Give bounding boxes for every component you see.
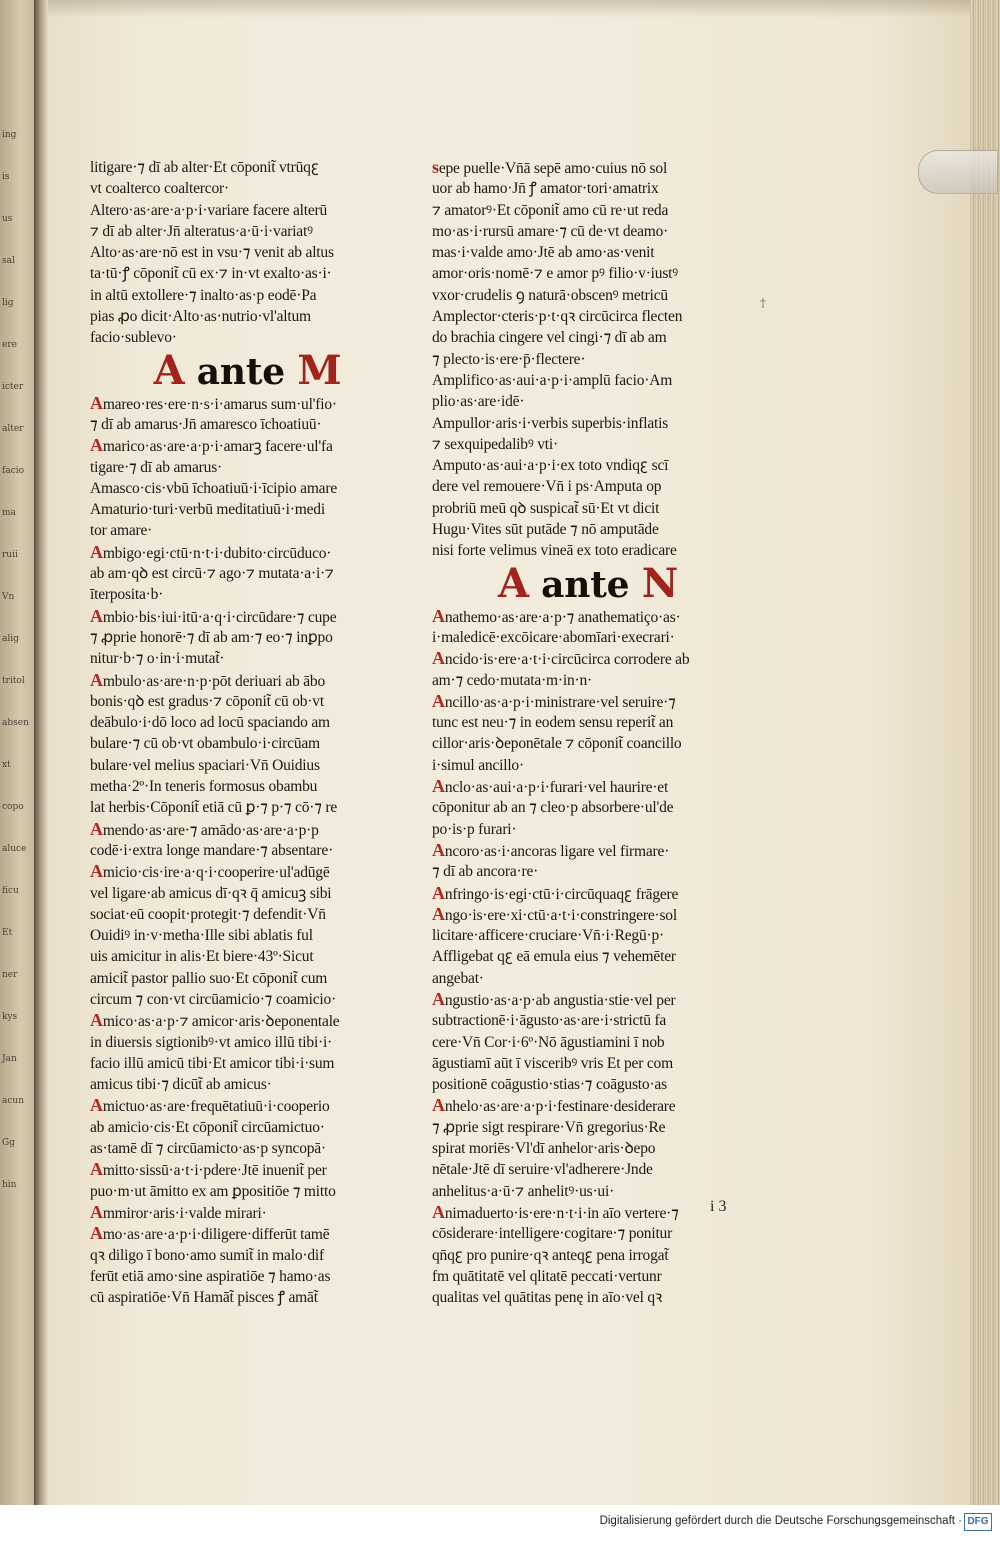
text-line: pias ꝓo dicit·Alto·as·nutrio·vl'altum bbox=[90, 308, 311, 326]
text-line bbox=[432, 157, 744, 178]
left-page-fragment: alter bbox=[2, 424, 24, 434]
text-line bbox=[90, 435, 405, 456]
text-line bbox=[432, 840, 744, 861]
text-line bbox=[90, 1202, 405, 1223]
text-line bbox=[90, 1095, 405, 1116]
line-text: epe puelle·Vn̄ā sepē amo·cuius nō sol bbox=[438, 160, 668, 177]
text-line bbox=[432, 606, 744, 627]
text-line: nitur·b·⁊ o·in·i·mutat̃· bbox=[90, 650, 225, 668]
text-line: sociat·eū coopit·protegit·⁊ defendit·Vn̄ bbox=[90, 905, 326, 923]
text-line: in altū extollere·⁊ inalto·as·p eodē·Pa bbox=[90, 286, 317, 304]
rubricated-initial: A bbox=[90, 1010, 103, 1031]
text-line: Amplector·cteris·p·t·qꝛ circūcirca flecten bbox=[432, 308, 683, 326]
section-heading bbox=[90, 346, 405, 394]
section-heading bbox=[432, 559, 744, 607]
text-line: amicus tibi·⁊ dicūt̃ ab amicus· bbox=[90, 1076, 272, 1094]
text-line bbox=[432, 883, 744, 904]
left-page-fragment: Et bbox=[2, 928, 13, 938]
rubricated-initial: A bbox=[432, 882, 445, 903]
left-page-fragment: xt bbox=[2, 760, 11, 770]
heading-big-letter: N bbox=[641, 559, 679, 607]
text-line: tigare·⁊ dī ab amarus· bbox=[90, 458, 222, 476]
text-line: ab amicio·cis·Et cōponit̃ circūamictuo· bbox=[90, 1118, 325, 1136]
text-line: ta·tū·ꝭ cōponit̃ cū ex·⁊ in·vt exalto·as·i· bbox=[90, 265, 332, 283]
text-line: vt coalterco coaltercor· bbox=[90, 180, 229, 198]
text-line: ⁊ amatorꝰ·Et cōponit̃ amo cū re·ut reda bbox=[432, 201, 669, 219]
text-line: dere vel remouere·Vn̄ i ps·Amputa op bbox=[432, 478, 662, 496]
text-line: Affligebat qꜫ eā emula eius ⁊ vehemēter bbox=[432, 948, 676, 966]
right-text-column bbox=[432, 157, 744, 1308]
rubricated-initial: A bbox=[90, 435, 103, 456]
rubricated-initial: A bbox=[90, 1159, 103, 1180]
text-line: Alto·as·are·nō est in vsu·⁊ venit ab altus bbox=[90, 244, 334, 262]
rubricated-initial: A bbox=[90, 669, 103, 690]
text-line bbox=[90, 542, 405, 563]
rubricated-initial: A bbox=[90, 1201, 103, 1222]
rubricated-initial: A bbox=[90, 1095, 103, 1116]
text-line: bulare·vel melius spaciari·Vn̄ Ouidius bbox=[90, 756, 320, 774]
text-line: fm quātitatē vel qlitatē peccati·vertunr bbox=[432, 1267, 662, 1285]
left-page-fragment: sal bbox=[2, 256, 15, 266]
text-line: ⁊ dī ab alter·Jn̄ alteratus·a·ū·i·variatꝰ bbox=[90, 222, 313, 240]
rubricated-initial: A bbox=[432, 839, 445, 860]
text-line bbox=[432, 1095, 744, 1116]
left-page-fragment: ner bbox=[2, 970, 18, 980]
line-text: mbulo·as·are·n·p·pōt deriuari ab ābo bbox=[102, 672, 326, 690]
rubricated-initial: A bbox=[432, 1095, 445, 1116]
heading-word: ante bbox=[184, 350, 298, 393]
text-line: īterposita·b· bbox=[90, 586, 164, 604]
text-line: litigare·⁊ dī ab alter·Et cōponit̃ vtrūqꜫ bbox=[90, 159, 319, 176]
text-line: puo·m·ut āmitto ex am ꝑpositiōe ⁊ mitto bbox=[90, 1182, 336, 1200]
left-page-fragment: alig bbox=[2, 634, 19, 644]
text-line: nisi forte velimus vineā ex toto eradicare bbox=[432, 542, 677, 560]
rubricated-initial: A bbox=[90, 1223, 103, 1244]
text-line: angebat· bbox=[432, 969, 484, 987]
text-line bbox=[432, 1202, 744, 1223]
text-line: ⁊ dī ab ancora·re· bbox=[432, 863, 539, 881]
line-text: mendo·as·are·⁊ amādo·as·are·a·p·p bbox=[102, 821, 319, 839]
text-line: probriū meū qꝺ suspicat̃ sū·Et vt dicit bbox=[432, 499, 660, 517]
text-line: mo·as·i·rursū amare·⁊ cū de·vt deamo· bbox=[432, 222, 669, 240]
text-line: i·simul ancillo· bbox=[432, 756, 524, 774]
text-line: nētale·Jtē dī seruire·vl'adherere·Jnde bbox=[432, 1161, 653, 1179]
page-number: i 3 bbox=[710, 1198, 727, 1215]
text-line: subtractionē·i·āgusto·as·are·i·strictū fa bbox=[432, 1012, 667, 1030]
text-line: mas·i·valde amo·Jtē ab amo·as·venit bbox=[432, 244, 655, 262]
rubricated-initial: A bbox=[90, 392, 103, 413]
line-text: nhelo·as·are·a·p·i·festinare·desiderare bbox=[444, 1098, 676, 1116]
line-text: ncillo·as·a·p·i·ministrare·vel seruire·⁊ bbox=[444, 693, 676, 711]
rubricated-initial: A bbox=[90, 861, 103, 882]
text-line: deābulo·i·dō loco ad locū spaciando am bbox=[90, 714, 330, 732]
text-line: spirat moriēs·Vl'dī anhelor·aris·ꝺepo bbox=[432, 1140, 656, 1158]
rubricated-initial: s bbox=[432, 157, 439, 177]
left-page-fragment: absen bbox=[2, 718, 29, 728]
text-line: āgustiamī aūt ī visceribꝰ vris Et per com bbox=[432, 1054, 673, 1072]
left-page-fragment: ficu bbox=[2, 886, 19, 896]
text-line: qꝛ diligo ī bono·amo sumit̃ in malo·dif bbox=[90, 1246, 324, 1264]
line-text: mbigo·egi·ctū·n·t·i·dubito·circūduco· bbox=[102, 544, 332, 562]
rubricated-initial: A bbox=[432, 1201, 445, 1222]
line-text: mictuo·as·are·frequētatiuū·i·cooperio bbox=[102, 1098, 330, 1116]
left-page-fragment: tritol bbox=[2, 676, 25, 686]
left-page-fragment: Jan bbox=[2, 1054, 17, 1064]
heading-word: ante bbox=[528, 563, 642, 606]
text-line: cōponitur ab an ⁊ cleo·p absorbere·ul'de bbox=[432, 799, 674, 817]
left-page-text-fragments bbox=[0, 0, 34, 1505]
line-text: mico·as·a·p·⁊ amicor·aris·ꝺeponentale bbox=[102, 1013, 340, 1031]
text-line bbox=[90, 1010, 405, 1031]
rubricated-initial: A bbox=[90, 818, 103, 839]
text-line: cere·Vn̄ Cor·i·6º·Nō āgustiamini ī nob bbox=[432, 1033, 665, 1051]
text-line: cōsiderare·intelligere·cogitare·⁊ ponitur bbox=[432, 1225, 673, 1243]
text-line: Ampullor·aris·i·verbis superbis·inflatis bbox=[432, 414, 669, 432]
text-line: Altero·as·are·a·p·i·variare facere alterū bbox=[90, 201, 328, 219]
rubricated-initial: A bbox=[432, 903, 445, 924]
left-text-column bbox=[90, 157, 405, 1308]
text-line: Amputo·as·aui·a·p·i·ex toto vndiqꜫ scī bbox=[432, 457, 669, 475]
heading-letter: A bbox=[497, 559, 529, 607]
text-line: facio·sublevo· bbox=[90, 329, 177, 347]
text-line: qn̄qꜫ pro punire·qꝛ anteqꜫ pena irrogat̃ bbox=[432, 1246, 669, 1264]
text-line: uor ab hamo·Jn̄ ꝭ amator·tori·amatrix bbox=[432, 180, 659, 198]
text-line: bulare·⁊ cū ob·vt obambulo·i·circūam bbox=[90, 735, 320, 753]
left-page-fragment: is bbox=[2, 172, 10, 182]
text-line: ⁊ ꝓprie honorē·⁊ dī ab am·⁊ eo·⁊ inꝑpo bbox=[90, 628, 333, 646]
text-line: vxor·crudelis ꝯ naturā·obscenꝰ metricū bbox=[432, 286, 668, 304]
text-line: do brachia cingere vel cingi·⁊ dī ab am bbox=[432, 329, 667, 347]
line-text: mbio·bis·iui·itū·a·q·i·circūdare·⁊ cupe bbox=[102, 608, 337, 626]
text-line bbox=[90, 670, 405, 691]
rubricated-initial: A bbox=[432, 648, 445, 669]
text-line bbox=[90, 606, 405, 627]
left-page-fragment: copo bbox=[2, 802, 24, 812]
text-line: licitare·afficere·cruciare·Vn̄·i·Regū·p· bbox=[432, 927, 665, 945]
dfg-logo-icon: DFG bbox=[964, 1513, 992, 1531]
text-line: metha·2º·In teneris formosus obambu bbox=[90, 778, 318, 796]
text-line: plio·as·are·idē· bbox=[432, 393, 525, 411]
text-line: cillor·aris·ꝺeponētale ⁊ cōponit̃ coancillo bbox=[432, 735, 682, 753]
text-line bbox=[90, 393, 405, 414]
line-text: micio·cis·ire·a·q·i·cooperire·ul'adūgē bbox=[102, 864, 330, 882]
text-line: vel ligare·ab amicus dī·qꝛ q̄ amicuꝫ sibi bbox=[90, 884, 332, 902]
text-line: Amplifico·as·aui·a·p·i·amplū facio·Am bbox=[432, 371, 673, 389]
text-line: i·maledicē·excōicare·abomīari·execrari· bbox=[432, 628, 675, 646]
rubricated-initial: A bbox=[90, 541, 103, 562]
text-line bbox=[432, 691, 744, 712]
line-text: ncido·is·ere·a·t·i·circūcirca corrodere ab bbox=[444, 651, 690, 669]
line-text: mmiror·aris·i·valde mirari· bbox=[102, 1204, 267, 1222]
text-line: Hugu·Vites sūt putāde ⁊ nō amputāde bbox=[432, 521, 659, 539]
text-line: Amaturio·turi·verbū meditatiuū·i·medi bbox=[90, 501, 325, 519]
rubricated-initial: A bbox=[432, 776, 445, 797]
text-line: lat herbis·Cōponit̃ etiā cū ꝑ·⁊ p·⁊ cō·⁊ re bbox=[90, 799, 338, 817]
text-line bbox=[432, 648, 744, 669]
left-page-fragment: ma bbox=[2, 508, 16, 518]
text-line bbox=[90, 1223, 405, 1244]
page-top-shadow bbox=[48, 0, 970, 18]
heading-big-letter: M bbox=[297, 346, 342, 394]
text-line: am·⁊ cedo·mutata·m·in·n· bbox=[432, 671, 592, 689]
line-text: nimaduerto·is·ere·n·t·i·in aīo vertere·⁊ bbox=[444, 1204, 679, 1222]
line-text: nathemo·as·are·a·p·⁊ anathematiço·as· bbox=[444, 608, 681, 626]
text-line bbox=[432, 904, 744, 925]
left-page-fragment: hin bbox=[2, 1180, 17, 1190]
rubricated-initial: A bbox=[432, 690, 445, 711]
text-line: tor amare· bbox=[90, 522, 153, 540]
left-page-fragment: icter bbox=[2, 382, 24, 392]
text-line: as·tamē dī ⁊ circūamicto·as·p syncopā· bbox=[90, 1140, 326, 1158]
line-text: mareo·res·ere·n·s·i·amarus sum·ul'fio· bbox=[102, 395, 337, 413]
text-line: ferūt etiā amo·sine aspiratiōe ⁊ hamo·as bbox=[90, 1267, 331, 1285]
left-page-fragment: acun bbox=[2, 1096, 24, 1106]
left-page-fragment: Gg bbox=[2, 1138, 15, 1148]
footer-bar bbox=[0, 1505, 1000, 1544]
text-line: facio illū amicū tibi·Et amicor tibi·i·sum bbox=[90, 1054, 335, 1072]
text-line: tunc est neu·⁊ in eodem sensu reperit̃ an bbox=[432, 714, 674, 732]
text-line: uis amicitur in alis·Et biere·43º·Sicut bbox=[90, 948, 314, 966]
text-line bbox=[432, 776, 744, 797]
line-text: nfringo·is·egi·ctū·i·circūquaqꜫ frāgere bbox=[444, 885, 679, 903]
left-page-fragment: ing bbox=[2, 130, 17, 140]
text-line: positionē coāgustio·stias·⁊ coāgusto·as bbox=[432, 1076, 667, 1094]
line-text: mo·as·are·a·p·i·diligere·differūt tamē bbox=[102, 1226, 330, 1244]
text-line: ⁊ ꝓprie sigt respirare·Vn̄ gregorius·Re bbox=[432, 1118, 666, 1136]
text-line bbox=[90, 1159, 405, 1180]
line-text: ngustio·as·a·p·ab angustia·stie·vel per bbox=[444, 991, 676, 1009]
bookmark-clip bbox=[918, 150, 998, 194]
left-page-fragment: us bbox=[2, 214, 13, 224]
left-page-fragment: facio bbox=[2, 466, 25, 476]
text-line: in diuersis sigtionibꝰ·vt amico illū tibi·i· bbox=[90, 1033, 333, 1051]
text-line bbox=[432, 989, 744, 1010]
page-edges bbox=[970, 0, 1000, 1505]
text-line: circum ⁊ con·vt circūamicio·⁊ coamicio· bbox=[90, 990, 337, 1008]
line-text: ngo·is·ere·xi·ctū·a·t·i·constringere·sol bbox=[444, 906, 677, 924]
line-text: mitto·sissū·a·t·i·pdere·Jtē inuenit̃ per bbox=[102, 1162, 327, 1180]
footer-credit: Digitalisierung gefördert durch die Deutsche Forschungsgemeinschaft · bbox=[599, 1515, 962, 1527]
line-text: marico·as·are·a·p·i·amarꝫ facere·ul'fa bbox=[102, 438, 333, 456]
left-page-fragment: lig bbox=[2, 298, 14, 308]
line-text: nclo·as·aui·a·p·i·furari·vel haurire·et bbox=[444, 779, 669, 797]
text-line: ⁊ sexquipedalibꝰ vti· bbox=[432, 435, 558, 453]
text-line: ⁊ dī ab amarus·Jn̄ amaresco īchoatiuū· bbox=[90, 415, 322, 433]
text-line: anhelitus·a·ū·⁊ anhelitꝰ·us·ui· bbox=[432, 1182, 615, 1200]
text-line: Ouidiꝰ in·v·metha·Ille sibi ablatis ful bbox=[90, 927, 313, 945]
text-line: qualitas vel quātitas penę in aīo·vel qꝛ bbox=[432, 1289, 663, 1307]
left-page-fragment: kys bbox=[2, 1012, 18, 1022]
rubricated-initial: A bbox=[432, 605, 445, 626]
text-line: po·is·p furari· bbox=[432, 820, 517, 838]
margin-mark: † bbox=[760, 296, 766, 310]
text-line: ⁊ plecto·is·ere·p̄·flectere· bbox=[432, 350, 586, 368]
book-gutter bbox=[34, 0, 48, 1505]
text-line: bonis·qꝺ est gradus·⁊ cōponit̃ cū ob·vt bbox=[90, 692, 324, 710]
text-line: ab am·qꝺ est circū·⁊ ago·⁊ mutata·a·i·⁊ bbox=[90, 565, 334, 583]
text-line: amor·oris·nomē·⁊ e amor pꝰ filio·v·iustꝰ bbox=[432, 265, 679, 283]
text-line: amicit̃ pastor pallio suo·Et cōponit̃ cum bbox=[90, 969, 328, 987]
rubricated-initial: A bbox=[432, 988, 445, 1009]
left-page-fragment: ruii bbox=[2, 550, 18, 560]
text-line bbox=[90, 819, 405, 840]
left-page-fragment: ere bbox=[2, 340, 17, 350]
text-line: cū aspiratiōe·Vn̄ Hamāt̃ pisces ꝭ amāt̃ bbox=[90, 1289, 318, 1307]
line-text: ncoro·as·i·ancoras ligare vel firmare· bbox=[444, 842, 670, 860]
heading-letter: A bbox=[153, 346, 185, 394]
rubricated-initial: A bbox=[90, 605, 103, 626]
left-page-fragment: aluce bbox=[2, 844, 27, 854]
text-line: codē·i·extra longe mandare·⁊ absentare· bbox=[90, 841, 334, 859]
text-line: Amasco·cis·vbū īchoatiuū·i·īcipio amare bbox=[90, 479, 337, 497]
left-page-fragment: Vn bbox=[2, 592, 15, 602]
text-line bbox=[90, 861, 405, 882]
